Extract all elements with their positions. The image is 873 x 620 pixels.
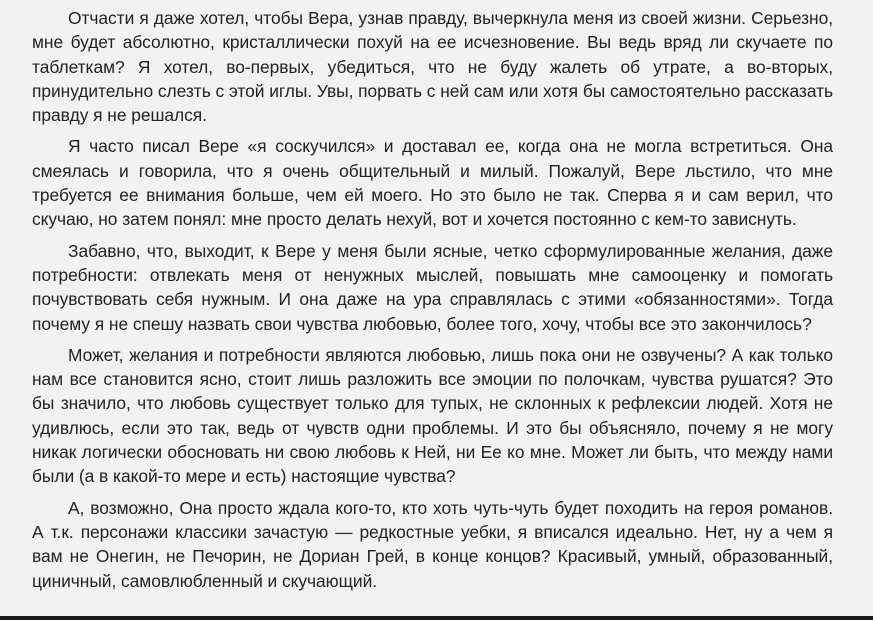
paragraph-5: А, возможно, Она просто ждала кого-то, кто хоть чуть-чуть будет походить на героя романов. А т.к. персонажи классики зачастую — редкостные уебки, я вписался идеально. Нет, ну а чем я вам не Онегин, не Печорин, не Дориан Грей, в конце концов? Красивый, умный, образованный, циничный, самовлюбленный и скучающий. (32, 497, 833, 591)
paragraph-3: Забавно, что, выходит, к Вере у меня были ясные, четко сформулированные желания, даже потребности: отвлекать меня от ненужных мыслей, повышать мне самооценку и помогать почувствовать себя нужным. И она даже на ура справлялась с этими «обязанностями». Тогда почему я не спешу назвать свои чувства любовью, более того, хочу, чтобы все это закончилось? (32, 240, 833, 334)
page-bottom-edge (0, 616, 873, 620)
paragraph-4: Может, желания и потребности являются любовью, лишь пока они не озвучены? А как только нам все становится ясно, стоит лишь разложить все эмоции по полочкам, чувства рушатся? Это бы значило, что любовь существует только для тупых, не склонных к рефлексии людей. Хотя не удивлюсь, если это так, ведь от чувств одни проблемы. И это бы объясняло, почему я не могу никак логически обосновать ни свою любовь к Ней, ни Ее ко мне. Может ли быть, что между нами были (а в какой-то мере и есть) настоящие чувства? (32, 344, 833, 487)
paragraph-1: Отчасти я даже хотел, чтобы Вера, узнав правду, вычеркнула меня из своей жизни. Серьезно, мне будет абсолютно, кристаллически похуй на ее исчезновение. Вы ведь вряд ли скучаете по таблеткам? Я хотел, во-первых, убедиться, что не буду жалеть об утрате, а во-вторых, принудительно слезть с этой иглы. Увы, порвать с ней сам или хотя бы самостоятельно рассказать правду я не решался. (32, 8, 833, 126)
paragraph-2: Я часто писал Вере «я соскучился» и доставал ее, когда она не могла встретиться. Она смеялась и говорила, что я очень общительный и милый. Пожалуй, Вере льстило, что мне требуется ее внимания больше, чем ей моего. Но это было не так. Сперва я и сам верил, что скучаю, но затем понял: мне просто делать нехуй, вот и хочется постоянно с кем-то зависнуть. (32, 136, 833, 230)
